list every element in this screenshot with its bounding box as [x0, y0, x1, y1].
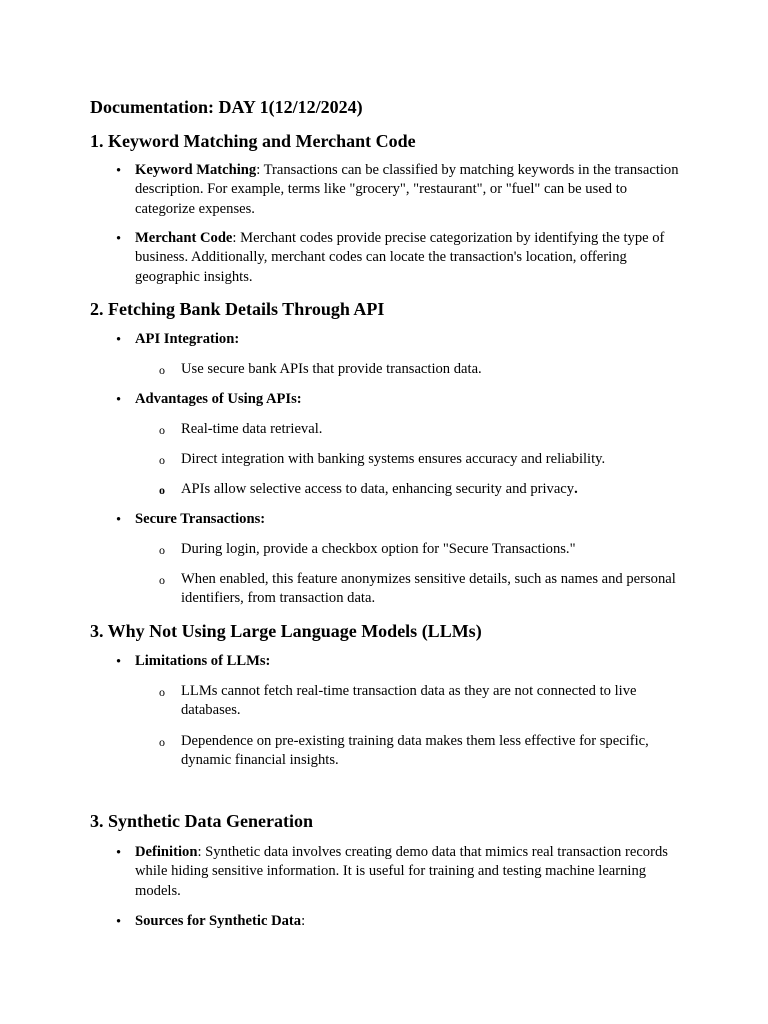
section-1-heading: 1. Keyword Matching and Merchant Code [90, 131, 416, 151]
list-item-advantages-apis: Advantages of Using APIs: [135, 391, 302, 407]
item-text: : Synthetic data involves creating demo data that mimics real transaction records while hiding sensitive information. It is useful for training and testing machine learning models. [135, 844, 668, 899]
section-2-heading: 2. Fetching Bank Details Through API [90, 299, 385, 319]
section-3-heading: 3. Why Not Using Large Language Models (LLMs) [90, 621, 482, 641]
sub-list-item: Use secure bank APIs that provide transaction data. [181, 361, 482, 377]
sub-list-item: Direct integration with banking systems ensures accuracy and reliability. [181, 451, 606, 467]
sub-list-item: Dependence on pre-existing training data makes them less effective for specific, dynamic financial insights. [181, 733, 649, 769]
sub-list-item: LLMs cannot fetch real-time transaction data as they are not connected to live databases. [181, 683, 637, 719]
sub-item-suffix: . [574, 481, 578, 497]
sub-list-item: Real-time data retrieval. [181, 421, 323, 437]
bullet-marker: • [116, 231, 122, 247]
list-item-secure-transactions: Secure Transactions: [135, 511, 266, 527]
list-item-api-integration: API Integration: [135, 331, 240, 347]
item-text: : [301, 913, 306, 929]
list-item-keyword-matching [135, 161, 680, 219]
sub-bullet-marker: o [159, 573, 165, 587]
item-label: Merchant Code [135, 230, 233, 246]
sub-bullet-marker: o [159, 735, 165, 749]
item-label: Definition [135, 844, 198, 860]
list-item-limitations-llms: Limitations of LLMs: [135, 653, 271, 669]
sub-list-item [181, 480, 681, 499]
item-text: : Merchant codes provide precise categorization by identifying the type of business. Additionally, merchant codes can locate the transaction's location, offering geographic insights. [135, 230, 665, 285]
bullet-marker: • [116, 914, 122, 930]
list-item-merchant-code [135, 229, 680, 287]
sub-list-item: During login, provide a checkbox option for "Secure Transactions." [181, 541, 576, 557]
bullet-marker: • [116, 845, 122, 861]
bullet-marker: • [116, 163, 122, 179]
sub-bullet-marker: o [159, 453, 165, 467]
bullet-marker: • [116, 512, 122, 528]
document-title: Documentation: DAY 1(12/12/2024) [90, 97, 363, 117]
sub-list-item: When enabled, this feature anonymizes sensitive details, such as names and personal identifiers, from transaction data. [181, 571, 676, 607]
sub-bullet-marker: o [159, 483, 165, 497]
sub-item-text: APIs allow selective access to data, enhancing security and privacy [181, 481, 575, 497]
item-text: : Transactions can be classified by matching keywords in the transaction description. For example, terms like "grocery", "restaurant", or "fuel" can be used to categorize expenses. [135, 162, 679, 217]
section-4-heading: 3. Synthetic Data Generation [90, 811, 313, 831]
sub-bullet-marker: o [159, 363, 165, 377]
bullet-marker: • [116, 332, 122, 348]
list-item-sources-synthetic-data [135, 912, 680, 931]
sub-bullet-marker: o [159, 685, 165, 699]
bullet-marker: • [116, 654, 122, 670]
sub-bullet-marker: o [159, 543, 165, 557]
list-item-definition [135, 843, 680, 901]
sub-bullet-marker: o [159, 423, 165, 437]
item-label: Sources for Synthetic Data [135, 913, 302, 929]
bullet-marker: • [116, 392, 122, 408]
item-label: Keyword Matching [135, 162, 257, 178]
